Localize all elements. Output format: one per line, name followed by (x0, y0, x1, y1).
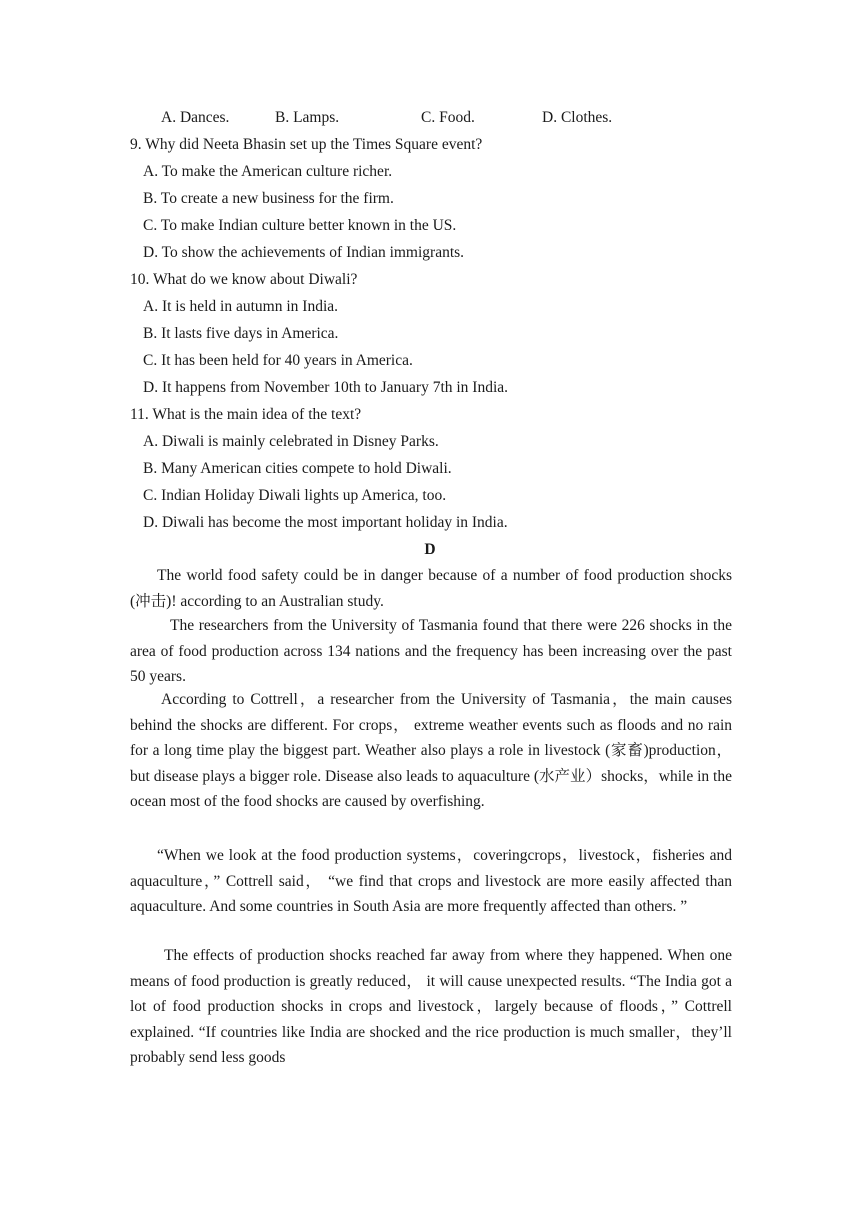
q11-stem: 11. What is the main idea of the text? (130, 406, 362, 423)
q10-option-c: C. It has been held for 40 years in America. (143, 352, 413, 369)
passage-paragraph-2: The researchers from the University of Tasmania found that there were 226 shocks in the area of food production across 134 nations and the frequency has been increasing over the past 50 years. (130, 617, 732, 685)
q8-option-b: B. Lamps. (275, 109, 340, 126)
passage-paragraph-4: “When we look at the food production systems，coveringcrops，livestock，fisheries and aquaculture，” Cottrell said， “we find that crops and livestock are more easily affected than aquaculture. And some countries in South Asia are more frequently affected than others. ” (130, 847, 732, 915)
q9-stem: 9. Why did Neeta Bhasin set up the Times Square event? (130, 136, 483, 153)
q8-option-d: D. Clothes. (542, 109, 613, 126)
passage-paragraph-5: The effects of production shocks reached far away from where they happened. When one means of food production is greatly reduced， it will cause unexpected results. “The India got a lot of food production shocks in crops and livestock，largely because of floods，” Cottrell explained. “If countries like India are shocked and the rice production is much smaller，they’ll probably send less goods (130, 947, 732, 1066)
q11-option-c: C. Indian Holiday Diwali lights up America, too. (143, 487, 447, 504)
q11-option-a: A. Diwali is mainly celebrated in Disney Parks. (143, 433, 439, 450)
q9-option-b: B. To create a new business for the firm. (143, 190, 394, 207)
passage-paragraph-1: The world food safety could be in danger because of a number of food production shocks (冲击)! according to an Australian study. (130, 567, 732, 610)
passage-paragraph-3: According to Cottrell，a researcher from the University of Tasmania，the main causes behind the shocks are different. For crops， extreme weather events such as floods and no rain for a long time play the biggest part. Weather also plays a role in livestock (家畜)production， but disease plays a bigger role. Disease also leads to aquaculture (水产业）shocks，while in the ocean most of the food shocks are caused by overfishing. (130, 691, 732, 810)
q11-option-b: B. Many American cities compete to hold Diwali. (143, 460, 452, 477)
q9-option-a: A. To make the American culture richer. (143, 163, 393, 180)
q9-option-d: D. To show the achievements of Indian immigrants. (143, 244, 465, 261)
q10-option-b: B. It lasts five days in America. (143, 325, 339, 342)
q8-option-a: A. Dances. (161, 109, 230, 126)
q10-stem: 10. What do we know about Diwali? (130, 271, 358, 288)
q9-option-c: C. To make Indian culture better known in the US. (143, 217, 457, 234)
q11-option-d: D. Diwali has become the most important holiday in India. (143, 514, 508, 531)
q8-option-c: C. Food. (421, 109, 475, 126)
section-heading: D (424, 541, 436, 558)
q8-options-row (0, 108, 860, 128)
q10-option-a: A. It is held in autumn in India. (143, 298, 339, 315)
q10-option-d: D. It happens from November 10th to January 7th in India. (143, 379, 509, 396)
